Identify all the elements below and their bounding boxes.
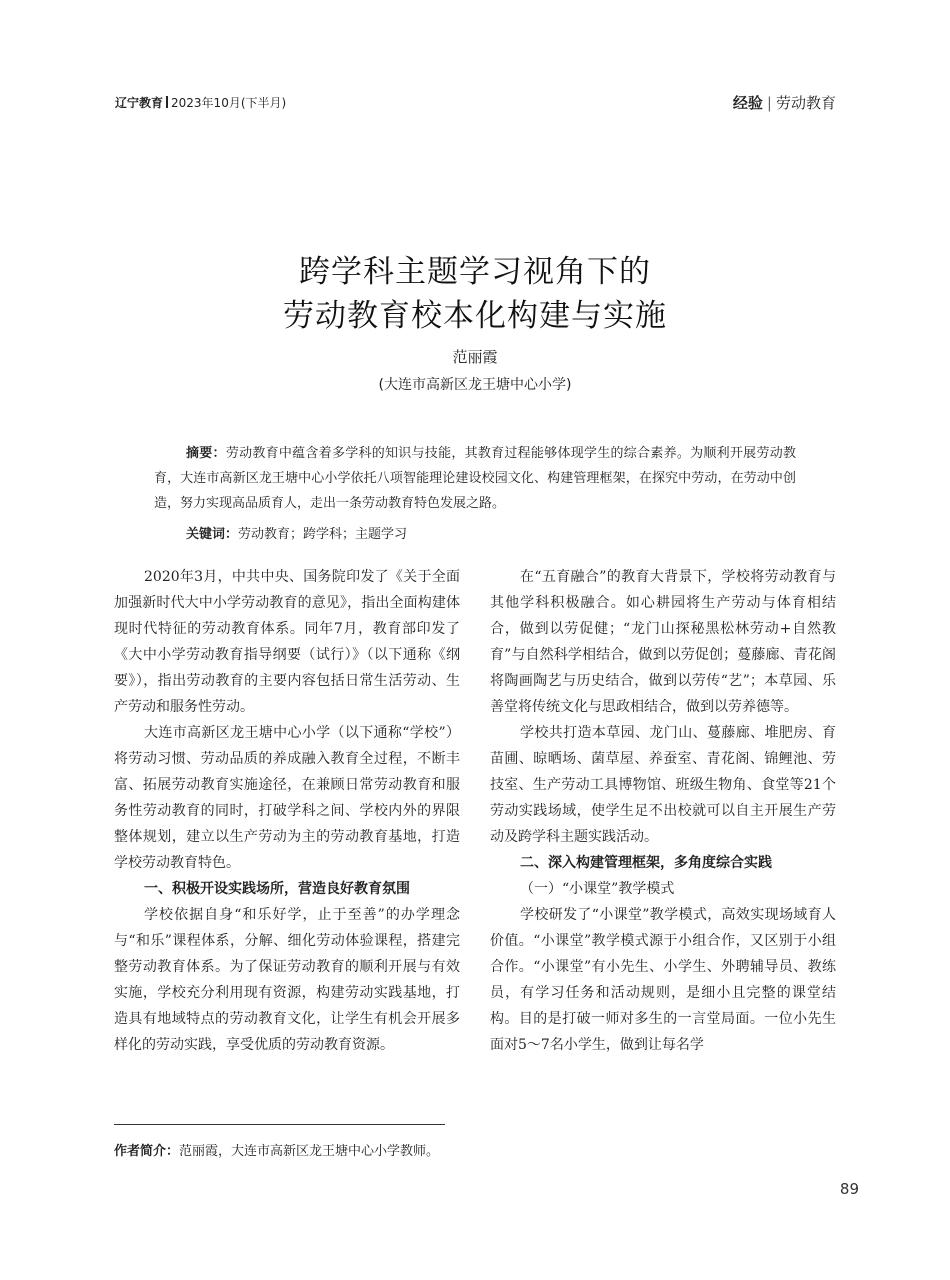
- footnote-label: 作者简介：: [114, 1144, 180, 1159]
- paragraph: 大连市高新区龙王塘中心小学（以下通称“学校”）将劳动习惯、劳动品质的养成融入教育全过程，不断丰富、拓展劳动教育实施途径，在兼顾日常劳动教育和服务性劳动教育的同时，打破学科之间、学校内外的界限整体规划，建立以生产劳动为主的劳动教育基地，打造学校劳动教育特色。: [114, 725, 460, 871]
- section-heading-1: 一、积极开设实践场所，营造良好教育氛围: [144, 881, 410, 897]
- page-number: 89: [839, 1180, 859, 1198]
- body-column-right: [490, 564, 836, 1058]
- section-heading-2: 二、深入构建管理框架，多角度综合实践: [520, 855, 772, 871]
- journal-name: 辽宁教育: [115, 96, 164, 110]
- section-label: 经验: [732, 94, 763, 112]
- issue-date: 2023年10月(下半月): [171, 96, 287, 110]
- author-footnote: [114, 1140, 439, 1159]
- section-divider: |: [766, 94, 772, 112]
- author-affiliation: (大连市高新区龙王塘中心小学): [378, 377, 572, 393]
- running-header-right: [733, 92, 836, 113]
- footnote-rule: [114, 1124, 445, 1125]
- abstract-text: 劳动教育中蕴含着多学科的知识与技能，其教育过程能够体现学生的综合素养。为顺利开展劳动教育，大连市高新区龙王塘中心小学依托八项智能理论建设校园文化、构建管理框架，在探究中劳动，在劳动中创造，努力实现高品质育人，走出一条劳动教育特色发展之路。: [154, 446, 796, 511]
- abstract: [154, 441, 796, 516]
- keywords: [186, 523, 407, 542]
- body-column-left: [114, 564, 460, 1058]
- paragraph: 在“五育融合”的教育大背景下，学校将劳动教育与其他学科积极融合。如心耕园将生产劳动与体育相结合，做到以劳促健；“龙门山探秘黑松林劳动+自然教育”与自然科学相结合，做到以劳促创；蔓藤廊、青花阁将陶画陶艺与历史结合，做到以劳传“艺”；本草园、乐善堂将传统文化与思政相结合，做到以劳养德等。: [490, 569, 836, 715]
- subsection-label: 劳动教育: [775, 94, 836, 112]
- keywords-text: 劳动教育；跨学科；主题学习: [238, 527, 408, 542]
- subsection-heading: （一）“小课堂”教学模式: [520, 881, 675, 897]
- author-name: 范丽霞: [452, 348, 498, 366]
- article-title-line-1: 跨学科主题学习视角下的: [299, 254, 651, 290]
- paragraph: 学校共打造本草园、龙门山、蔓藤廊、堆肥房、育苗圃、晾晒场、菌草屋、养蚕室、青花阁、锦鲤池、劳技室、生产劳动工具博物馆、班级生物角、食堂等21个劳动实践场域，使学生足不出校就可以自主开展生产劳动及跨学科主题实践活动。: [490, 725, 836, 845]
- running-header-left: [115, 94, 286, 111]
- paragraph: 2020年3月，中共中央、国务院印发了《关于全面加强新时代大中小学劳动教育的意见》，指出全面构建体现时代特征的劳动教育体系。同年7月，教育部印发了《大中小学劳动教育指导纲要（试行）》（以下通称《纲要》），指出劳动教育的主要内容包括日常生活劳动、生产劳动和服务性劳动。: [114, 569, 460, 715]
- paragraph: 学校研发了“小课堂”教学模式，高效实现场域育人价值。“小课堂”教学模式源于小组合作，又区别于小组合作。“小课堂”有小先生、小学生、外聘辅导员、教练员，有学习任务和活动规则，是细小且完整的课堂结构。目的是打破一师对多生的一言堂局面。一位小先生面对5～7名小学生，做到让每名学: [490, 907, 836, 1053]
- header-divider: [166, 96, 168, 108]
- keywords-label: 关键词：: [186, 527, 239, 542]
- paragraph: 学校依据自身“和乐好学，止于至善”的办学理念与“和乐”课程体系，分解、细化劳动体验课程，搭建完整劳动教育体系。为了保证劳动教育的顺利开展与有效实施，学校充分利用现有资源，构建劳动实践基地，打造具有地域特点的劳动教育文化，让学生有机会开展多样化的劳动实践，享受优质的劳动教育资源。: [114, 907, 460, 1053]
- article-title-line-2: 劳动教育校本化构建与实施: [283, 298, 667, 334]
- footnote-text: 范丽霞，大连市高新区龙王塘中心小学教师。: [179, 1144, 440, 1159]
- abstract-label: 摘要：: [186, 446, 226, 461]
